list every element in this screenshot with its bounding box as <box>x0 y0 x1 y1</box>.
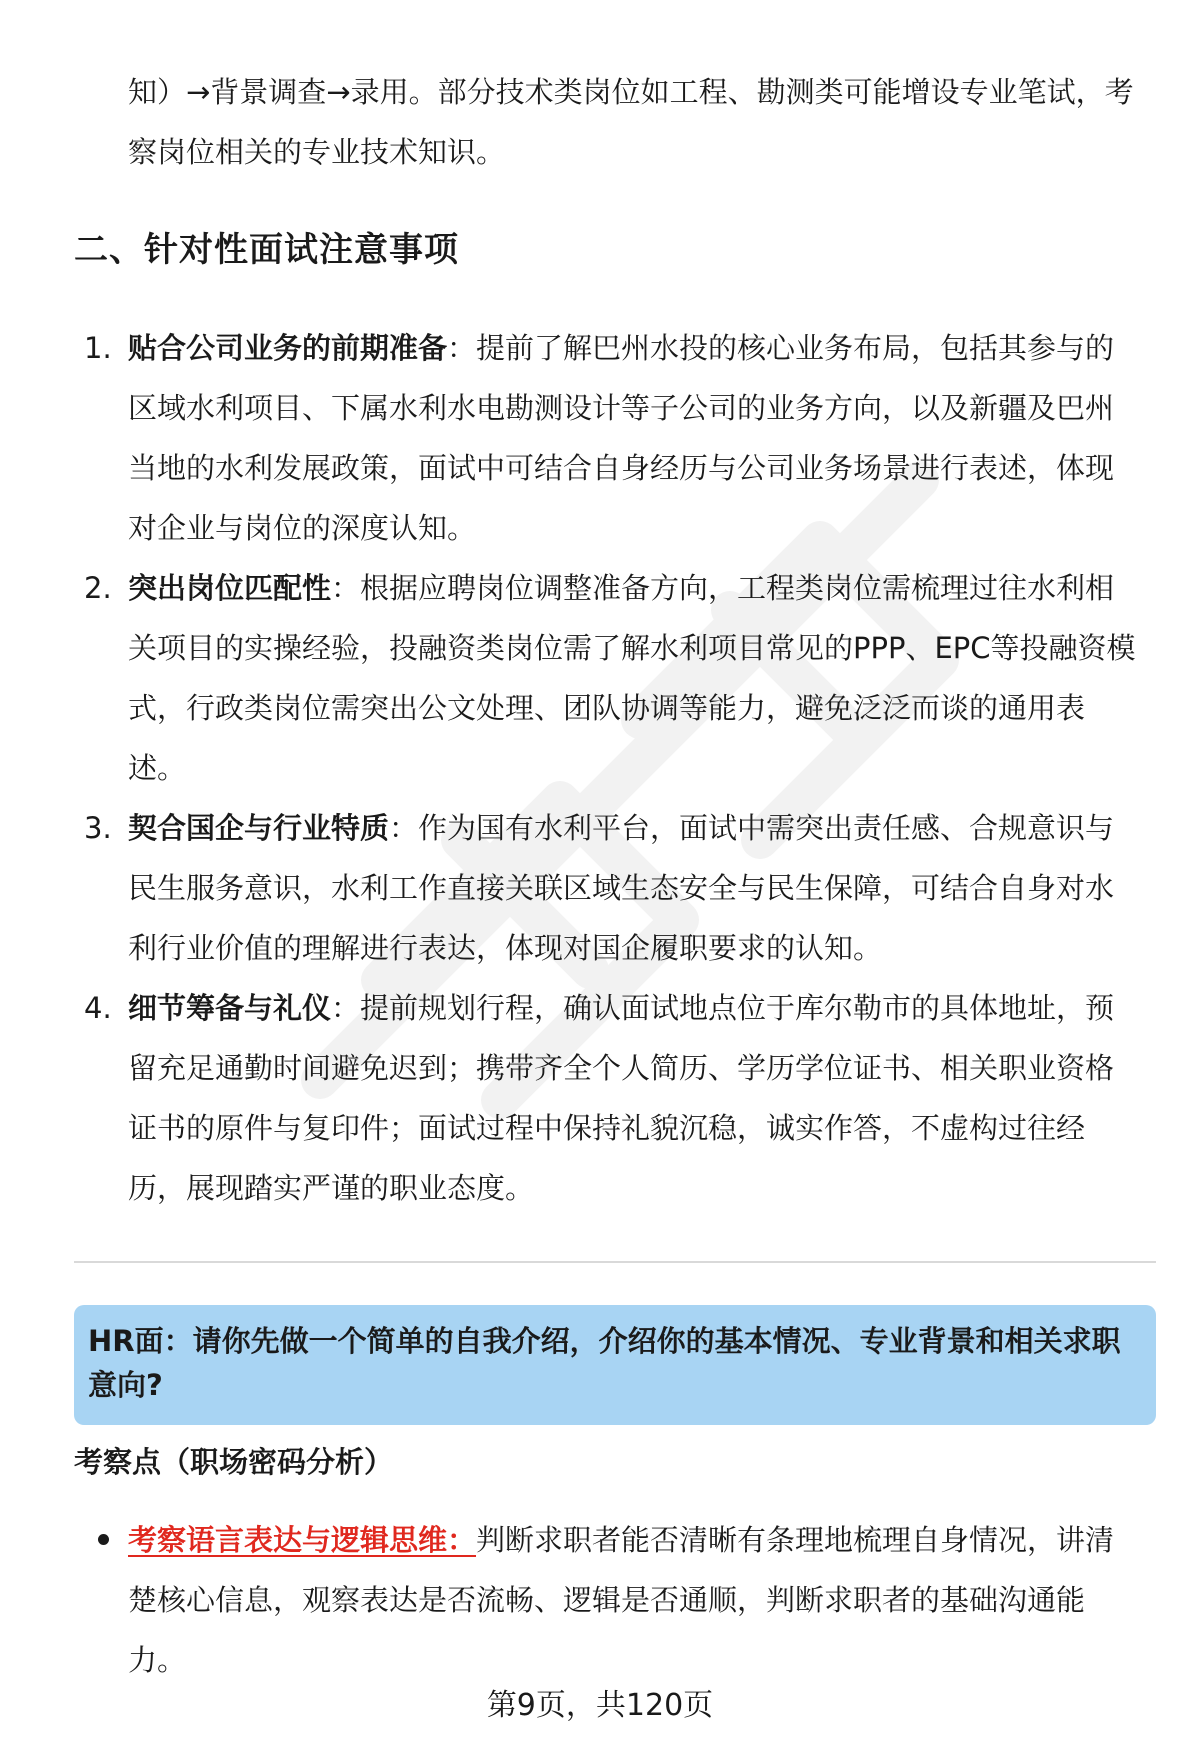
question-text: HR面：请你先做一个简单的自我介绍，介绍你的基本情况、专业背景和相关求职意向? <box>88 1324 1121 1402</box>
analysis-subheading: 考察点（职场密码分析） <box>74 1445 394 1479</box>
list-number: 3. <box>84 811 112 845</box>
continued-paragraph: 知）→背景调查→录用。部分技术类岗位如工程、勘测类可能增设专业笔试，考察岗位相关的专业技术知识。 <box>128 75 1134 169</box>
section-title: 二、针对性面试注意事项 <box>74 230 459 270</box>
list-item <box>0 558 1140 798</box>
list-number: 2. <box>84 571 112 605</box>
list-number: 4. <box>84 991 112 1025</box>
list-item <box>0 978 1140 1218</box>
section-divider <box>74 1261 1156 1263</box>
bullet-dot-icon <box>98 1534 109 1545</box>
list-item-text: ：作为国有水利平台，面试中需突出责任感、合规意识与民生服务意识，水利工作直接关联区域生态安全与民生保障，可结合自身对水利行业价值的理解进行表达，体现对国企履职要求的认知。 <box>128 811 1115 965</box>
list-item-text: ：根据应聘岗位调整准备方向，工程类岗位需梳理过往水利相关项目的实操经验，投融资类岗位需了解水利项目常见的PPP、EPC等投融资模式，行政类岗位需突出公文处理、团队协调等能力，避免泛泛而谈的通用表述。 <box>128 571 1136 785</box>
attention-list <box>0 318 1200 1218</box>
list-item <box>0 318 1140 558</box>
page-footer: 第9页，共120页 <box>486 1688 714 1723</box>
list-item-lead: 契合国企与行业特质 <box>128 811 390 845</box>
list-item-text: ：提前了解巴州水投的核心业务布局，包括其参与的区域水利项目、下属水利水电勘测设计等子公司的业务方向，以及新疆及巴州当地的水利发展政策，面试中可结合自身经历与公司业务场景进行表述，体现对企业与岗位的深度认知。 <box>128 331 1115 545</box>
list-item-lead: 突出岗位匹配性 <box>128 571 332 605</box>
list-item-lead: 贴合公司业务的前期准备 <box>128 331 448 365</box>
list-number: 1. <box>84 331 112 365</box>
analysis-bullet <box>128 1510 1140 1690</box>
bullet-highlight: 考察语言表达与逻辑思维： <box>128 1523 477 1557</box>
list-item <box>0 798 1140 978</box>
list-item-lead: 细节筹备与礼仪 <box>128 991 332 1025</box>
question-box <box>74 1305 1156 1425</box>
bullet-text: 判断求职者能否清晰有条理地梳理自身情况，讲清楚核心信息，观察表达是否流畅、逻辑是否通顺，判断求职者的基础沟通能力。 <box>128 1523 1115 1677</box>
list-item-text: ：提前规划行程，确认面试地点位于库尔勒市的具体地址，预留充足通勤时间避免迟到；携带齐全个人简历、学历学位证书、相关职业资格证书的原件与复印件；面试过程中保持礼貌沉稳，诚实作答，不虚构过往经历，展现踏实严谨的职业态度。 <box>128 991 1115 1205</box>
